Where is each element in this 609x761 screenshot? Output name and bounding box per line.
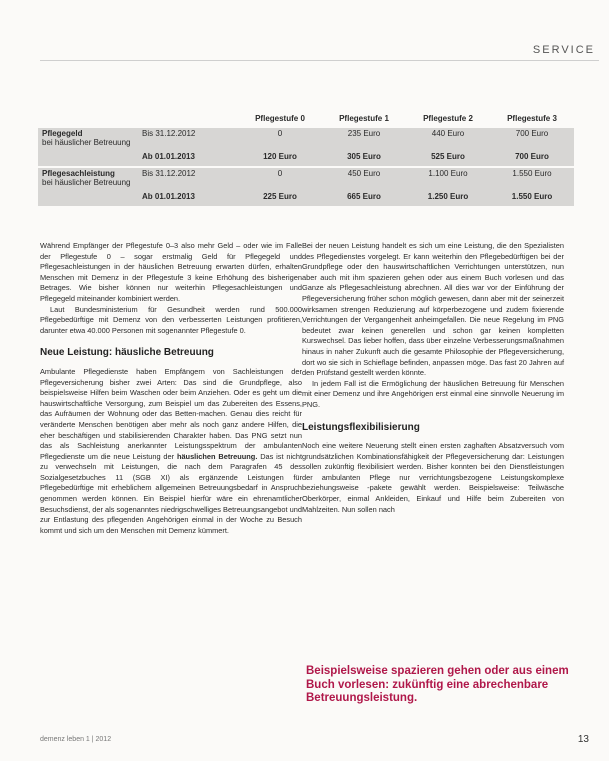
table-cell: 440 Euro (431, 129, 465, 138)
header-stufe-0: Pflegestufe 0 (255, 113, 305, 123)
left-column (40, 241, 302, 536)
table-cell: 525 Euro (431, 151, 465, 161)
group-pflegegeld (38, 128, 574, 166)
section-label: SERVICE (532, 44, 595, 56)
period-label: Ab 01.01.2013 (142, 151, 195, 161)
table-row (38, 187, 574, 205)
header-stufe-2: Pflegestufe 2 (423, 113, 473, 123)
benefits-table (38, 110, 574, 206)
body-paragraph: Während Empfänger der Pflegestufe 0–3 also mehr Geld – oder wie im Falle der Pflegestufe 0 – sogar erstmalig Geld für Pflegegeld und Pflegesachleistungen in der häuslichen Betreuung erwarten dürfen, erhalten Menschen mit Demenz in der Pflegestufe 3 keine Erhöhung des bisherigen Betrages. Wie bisher können nur weiterhin Pflegesachleistungen und Pflegegeld miteinander kombiniert werden. (40, 241, 302, 303)
table-cell: 0 (277, 169, 283, 178)
period-label: Bis 31.12.2012 (142, 169, 196, 178)
page-number: 13 (577, 734, 589, 745)
footer-publication: demenz leben 1 | 2012 (40, 736, 112, 743)
table-row (38, 129, 574, 147)
table-cell: 225 Euro (263, 191, 297, 201)
group-pflegesachleistung (38, 168, 574, 206)
group-title: Pflegesachleistung (42, 169, 115, 178)
body-paragraph: In jedem Fall ist die Ermöglichung der häuslichen Betreuung für Menschen mit einer Demenz und ihre Angehörigen erst einmal eine sinnvolle Neuerung im PNG. (302, 378, 564, 409)
section-heading: Neue Leistung: häusliche Betreuung (40, 347, 214, 359)
body-paragraph: Noch eine weitere Neuerung stellt einen ersten zaghaften Absatzversuch vom grundsätzlichen Kombinationsfähigkeit der Pflegeversicherung dar: Leistungen sollen zukünftig flexibilisiert werden. Bisher konnten bei den Dienstleistungen der ambulanten Pflege nur verrichtungsbezogene Leistungskomplexe beziehungsweise -pakete gewählt werden. Beispielsweise: Teilwäsche Oberkörper, einmal Ankleiden, Einkauf und Hilfe beim Zubereiten von Mahlzeiten. Nun sollen nach (302, 441, 564, 514)
section-divider (40, 60, 599, 61)
table-cell: 1.250 Euro (427, 191, 469, 201)
table-row (38, 147, 574, 165)
body-paragraph: Bei der neuen Leistung handelt es sich um eine Leistung, die den Spezialisten des Pflegedienstes vorgelegt. Er kann weiterhin den Pflegebedürftigen bei der Grundpflege oder den hauswirtschaftlichen Verrichtungen unterstützen, nun aber auch mit ihm spazieren gehen oder aus einem Buch vorlesen und das Ganze als Pflegesachleistung abrechnen. All dies war vor der Einführung der Pflegeversicherung früher schon möglich gewesen, dann aber mit der seinerzeit wirksamen strengen Reduzierung auf körperbezogene und zudem fixierende Verrichtungen der Vergangenheit anheimgefallen. Die neue Regelung im PNG bedeutet zwar keinen generellen und schon gar keinen kompletten Kurswechsel. Das lieber hoffen, dass über einzelne Verbesserungsmaßnahmen hinaus in naher Zukunft auch die gesamte Philosophie der Pflegeversicherung, dort wo sie sich in Schieflage befinden, anpassen möge. Das fast 20 Jahren auf den Prüfstand gestellt werden könnte. (302, 241, 564, 378)
group-subtitle: bei häuslicher Betreuung (42, 138, 131, 147)
right-column (302, 241, 564, 515)
table-cell: 305 Euro (347, 151, 381, 161)
table-cell: 235 Euro (347, 129, 381, 138)
row-group-label (38, 129, 138, 147)
table-row (38, 169, 574, 187)
period-label: Bis 31.12.2012 (142, 129, 196, 138)
pull-quote: Beispielsweise spazieren gehen oder aus einem Buch vorlesen: zukünftig eine abrechenbare Betreuungsleistung. (306, 665, 569, 704)
group-title: Pflegegeld (42, 129, 83, 138)
body-paragraph: Laut Bundesministerium für Gesundheit werden rund 500.000 Pflegebedürftige mit Demenz von den verbesserten Leistungen profitieren, darunter etwa 40.000 Personen mit sogenannter Pflegestufe 0. (40, 304, 302, 335)
table-cell: 0 (277, 129, 283, 138)
table-cell: 700 Euro (515, 151, 549, 161)
header-stufe-3: Pflegestufe 3 (507, 113, 557, 123)
table-cell: 450 Euro (347, 169, 381, 178)
body-paragraph (40, 367, 302, 537)
group-subtitle: bei häuslicher Betreuung (42, 178, 131, 187)
table-cell: 1.550 Euro (511, 191, 553, 201)
table-cell: 1.100 Euro (428, 169, 468, 178)
body-text: Das ist nicht zu verwechseln mit Leistungen, die nach dem Paragrafen 45 des Sozialgesetzbuches 11 (SGB XI) als ergänzende Leistungen für Pflegebedürftige mit erheblichem allgemeinen Betreuungsbedarf in Anspruch genommen werden können. Ein Beispiel hierfür wäre ein ehrenamtlicher Besuchsdienst, der als sogenanntes niedrigschwelliges Betreuungsangebot und zur Entlastung des pflegenden Angehörigen einmal in der Woche zu Besuch kommt und sich um den Menschen mit Demenz kümmert. (40, 451, 302, 535)
body-text: Ambulante Pflegedienste haben Empfängern von Sachleistungen der Pflegeversicherung bisher zwei Arten: Das sind die Grundpflege, also beispielsweise Hilfen beim Waschen oder beim Anziehen. Oder es geht um die hauswirtschaftliche Versorgung, zum Beispiel um das Zubereiten des Essens, das Aufräumen der Wohnung oder das Betten-machen. Genau dies reicht für veränderte Menschen benötigen aber mehr als noch ganz andere Hilfen, die eher beschäftigen und stabilisierenden Charakter haben. Das PNG setzt nun das als Sachleistung anerkannter Leistungsspektrum der ambulanten Pflegedienste um die neue Leistung der (40, 366, 302, 461)
table-cell: 700 Euro (515, 129, 549, 138)
emphasis-text: häuslichen Betreuung. (176, 451, 258, 461)
header-stufe-1: Pflegestufe 1 (339, 113, 389, 123)
row-group-label (38, 169, 138, 187)
section-heading: Leistungsflexibilisierung (302, 421, 420, 433)
table-header (38, 110, 574, 126)
table-cell: 1.550 Euro (512, 169, 552, 178)
table-cell: 665 Euro (347, 191, 381, 201)
period-label: Ab 01.01.2013 (142, 191, 195, 201)
table-cell: 120 Euro (263, 151, 297, 161)
